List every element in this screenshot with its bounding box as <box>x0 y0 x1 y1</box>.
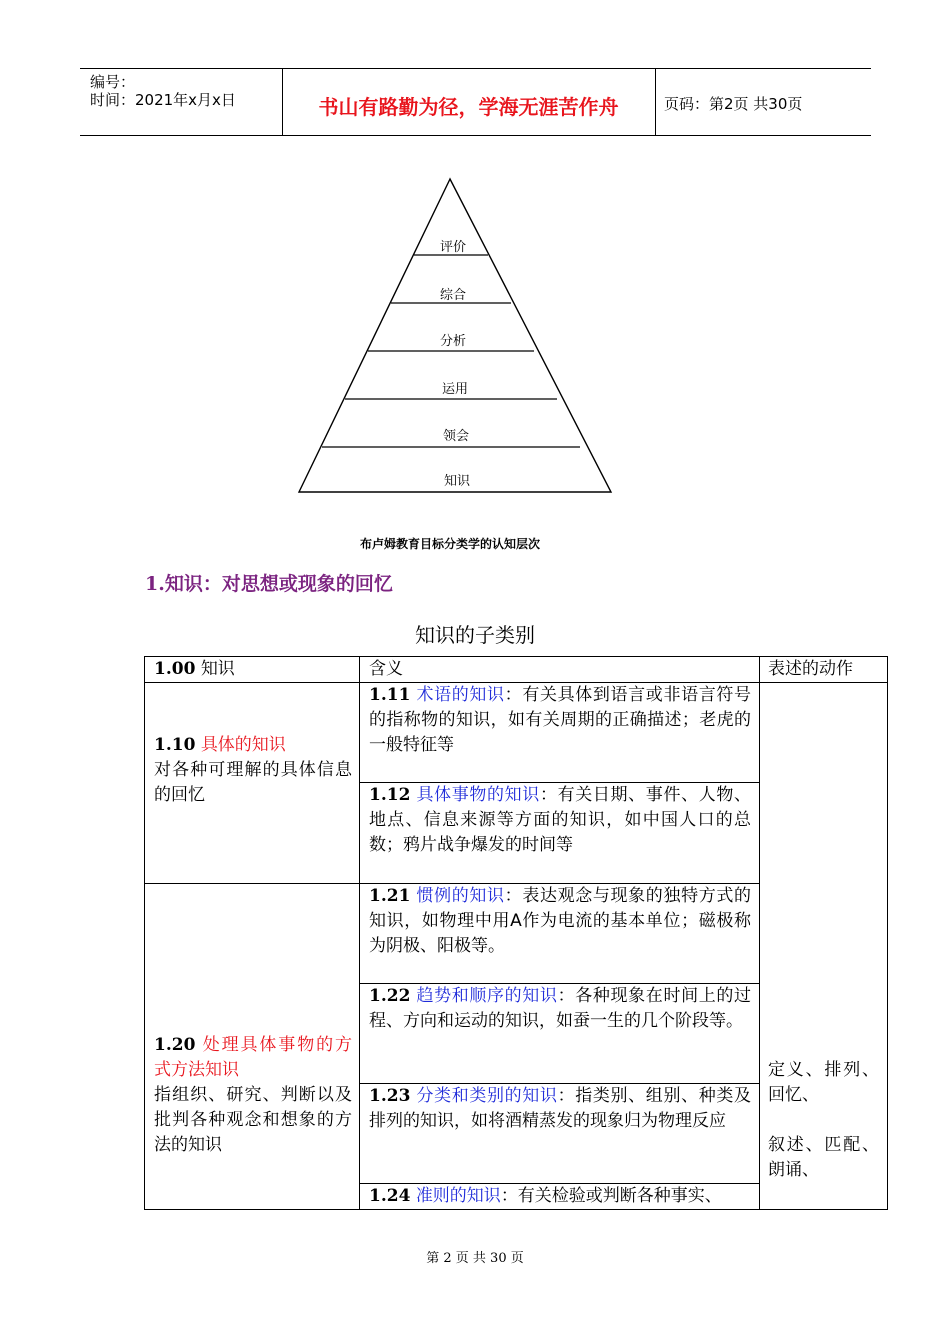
pyramid-level-application: 运用 <box>441 382 469 397</box>
page-footer: 第 2 页 共 30 页 <box>426 1251 524 1266</box>
item-cell-classifications: 1.23 分类和类别的知识：指类别、组别、种类及排列的知识，如将酒精蒸发的现象归为物理反应 <box>369 1086 752 1131</box>
table-title: 知识的子类别 <box>415 623 535 647</box>
item-name: 准则的知识 <box>415 1186 501 1206</box>
group-cell-specifics: 1.10 具体的知识 对各种可理解的具体信息的回忆 <box>154 735 352 805</box>
item-text: ：各种现象在时间上的过程、方向和运动的知识，如蚕一生的几个阶段等。 <box>369 986 752 1031</box>
table-header-meaning: 含义 <box>369 659 403 679</box>
header-number-label: 编号： <box>90 73 136 91</box>
header-motto: 书山有路勤为径，学海无涯苦作舟 <box>318 95 619 119</box>
item-text: ：有关检验或判断各种事实、 <box>500 1186 722 1206</box>
table-header-actions: 表述的动作 <box>768 659 853 679</box>
pyramid-level-synthesis: 综合 <box>439 288 467 303</box>
group-name: 具体的知识 <box>200 735 286 755</box>
item-name: 分类和类别的知识 <box>416 1086 558 1106</box>
header-bottom-rule <box>80 135 871 136</box>
header-divider-right <box>655 68 656 136</box>
group-description: 指组织、研究、判断以及批判各种观念和想象的方法的知识 <box>154 1085 352 1155</box>
actions-cell-line1: 定义、排列、回忆、 <box>768 1060 879 1105</box>
item-cell-specific-facts: 1.12 具体事物的知识：有关日期、事件、人物、地点、信息来源等方面的知识，如中国人口的总数；鸦片战争爆发的时间等 <box>369 785 752 855</box>
group-description: 对各种可理解的具体信息的回忆 <box>154 760 352 805</box>
section-number: 1. <box>145 573 165 595</box>
table-col-divider-2 <box>759 657 760 1209</box>
item-name: 具体事物的知识 <box>416 785 540 805</box>
item-text: ：指类别、组别、种类及排列的知识，如将酒精蒸发的现象归为物理反应 <box>369 1086 752 1131</box>
section-heading <box>145 569 393 596</box>
item-name: 趋势和顺序的知识 <box>416 986 558 1006</box>
item-name: 术语的知识 <box>416 685 505 705</box>
section-title: 知识：对思想或现象的回忆 <box>164 573 393 595</box>
pyramid-level-comprehension: 领会 <box>442 429 470 444</box>
item-text: ：表达观念与现象的独特方式的知识，如物理中用A作为电流的基本单位；磁极称为阴极、阳极等。 <box>369 886 752 956</box>
item-text: ：有关具体到语言或非语言符号的指称物的知识，如有关周期的正确描述；老虎的一般特征等 <box>369 685 752 755</box>
pyramid-caption: 布卢姆教育目标分类学的认知层次 <box>360 537 541 551</box>
header-top-rule <box>80 68 871 69</box>
table-header-knowledge: 1.00 知识 <box>154 659 235 679</box>
item-cell-conventions: 1.21 惯例的知识：表达观念与现象的独特方式的知识，如物理中用A作为电流的基本单位；磁极称为阴极、阳极等。 <box>369 886 752 956</box>
pyramid-level-evaluation: 评价 <box>439 240 467 255</box>
pyramid-level-knowledge: 知识 <box>443 474 471 489</box>
item-text: ：有关日期、事件、人物、地点、信息来源等方面的知识，如中国人口的总数；鸦片战争爆发的时间等 <box>369 785 752 855</box>
bloom-pyramid-diagram <box>290 172 620 502</box>
header-page-label: 页码：第2页 共30页 <box>664 95 803 113</box>
actions-cell-line2: 叙述、匹配、朗诵、 <box>768 1135 879 1180</box>
item-name: 惯例的知识 <box>416 886 505 906</box>
item-cell-terminology: 1.11 术语的知识：有关具体到语言或非语言符号的指称物的知识，如有关周期的正确描述；老虎的一般特征等 <box>369 685 752 755</box>
table-col-divider-1 <box>359 657 360 1209</box>
header-time-label: 时间：2021年x月x日 <box>90 91 236 109</box>
group-cell-ways-means: 1.20 处理具体事物的方式方法知识 指组织、研究、判断以及批判各种观念和想象的方法的知识 <box>154 1035 353 1155</box>
item-cell-trends-sequences: 1.22 趋势和顺序的知识：各种现象在时间上的过程、方向和运动的知识，如蚕一生的几个阶段等。 <box>369 986 752 1031</box>
knowledge-subcategory-table <box>144 656 888 1210</box>
pyramid-level-analysis: 分析 <box>439 334 467 349</box>
item-cell-criteria: 1.24 准则的知识：有关检验或判断各种事实、 <box>369 1186 722 1206</box>
group-name: 处理具体事物的方式方法知识 <box>154 1035 353 1080</box>
